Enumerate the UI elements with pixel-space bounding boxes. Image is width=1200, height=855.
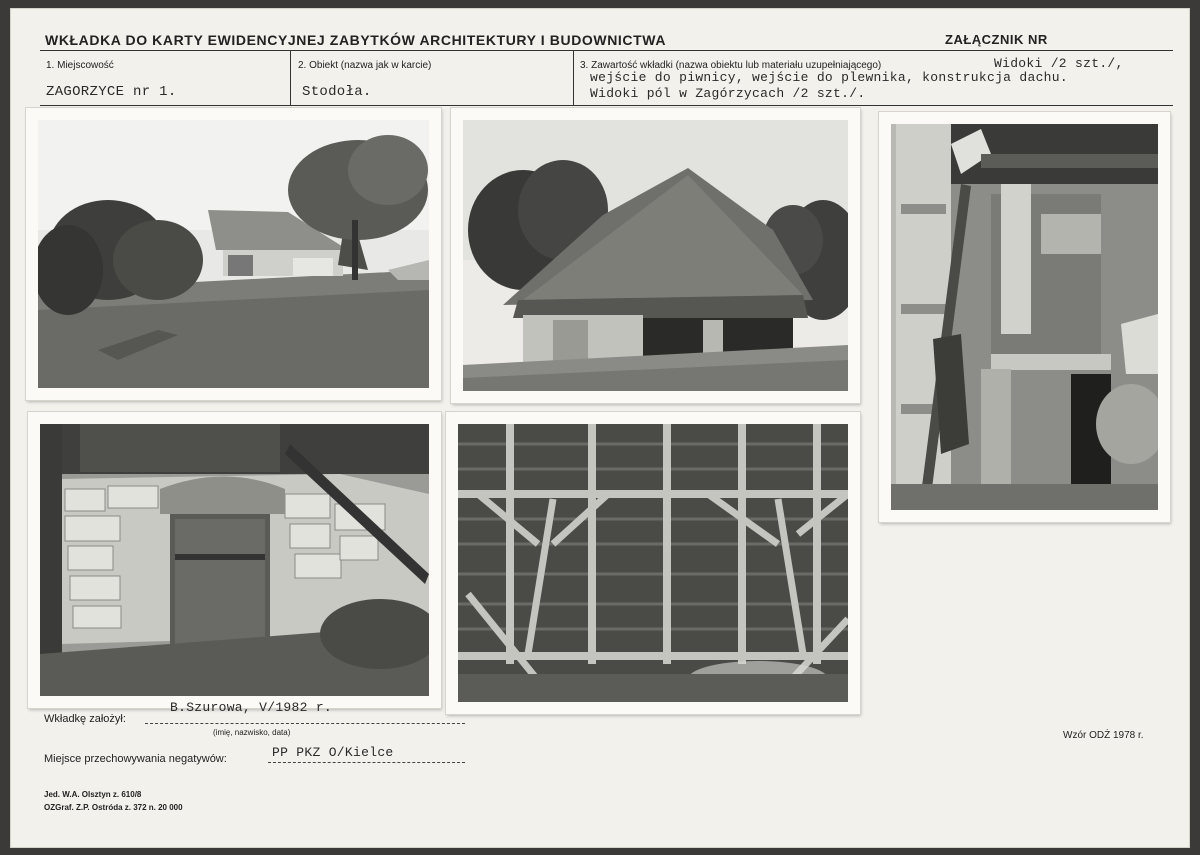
locality-value: ZAGORZYCE nr 1.	[46, 84, 177, 100]
field-divider-2	[573, 50, 574, 106]
negatives-underline	[268, 762, 465, 763]
founder-label: Wkładkę założył:	[44, 713, 126, 725]
object-value: Stodoła.	[302, 84, 372, 100]
founder-hint: (imię, nazwisko, data)	[213, 728, 291, 737]
photo-roof-construction	[446, 412, 860, 714]
photo-thatched-barn	[451, 108, 860, 403]
photo-chaff-room-entrance	[879, 112, 1170, 522]
attachment-number-label: ZAŁĄCZNIK NR	[945, 32, 1048, 47]
object-label: 2. Obiekt (nazwa jak w karcie)	[298, 60, 432, 71]
contents-value-line-3: Widoki pól w Zagórzycach /2 szt./.	[590, 86, 866, 101]
print-info-2: OZGraf. Z.P. Ostróda z. 372 n. 20 000	[44, 803, 183, 812]
founder-value: B.Szurowa, V/1982 r.	[170, 700, 333, 715]
contents-value-line-1: Widoki /2 szt./,	[994, 56, 1124, 71]
negatives-label: Miejsce przechowywania negatywów:	[44, 753, 227, 765]
photo-cellar-door	[28, 412, 441, 708]
contents-value-line-2: wejście do piwnicy, wejście do plewnika, konstrukcja dachu.	[590, 70, 1068, 85]
card-title: WKŁADKA DO KARTY EWIDENCYJNEJ ZABYTKÓW ARCHITEKTURY I BUDOWNICTWA	[45, 32, 667, 48]
header-rule-top	[40, 50, 1173, 51]
template-label: Wzór ODŻ 1978 r.	[1063, 730, 1144, 741]
print-info-1: Jed. W.A. Olsztyn z. 610/8	[44, 790, 142, 799]
header-rule-bottom	[40, 105, 1173, 106]
negatives-value: PP PKZ O/Kielce	[272, 745, 394, 760]
inventory-card-sheet	[10, 8, 1190, 848]
photo-barn-distant-view	[26, 108, 441, 400]
founder-underline	[145, 723, 465, 724]
contents-label: 3. Zawartość wkładki (nazwa obiektu lub materiału uzupełniającego)	[580, 60, 882, 71]
locality-label: 1. Miejscowość	[46, 60, 114, 71]
field-divider-1	[290, 50, 291, 106]
